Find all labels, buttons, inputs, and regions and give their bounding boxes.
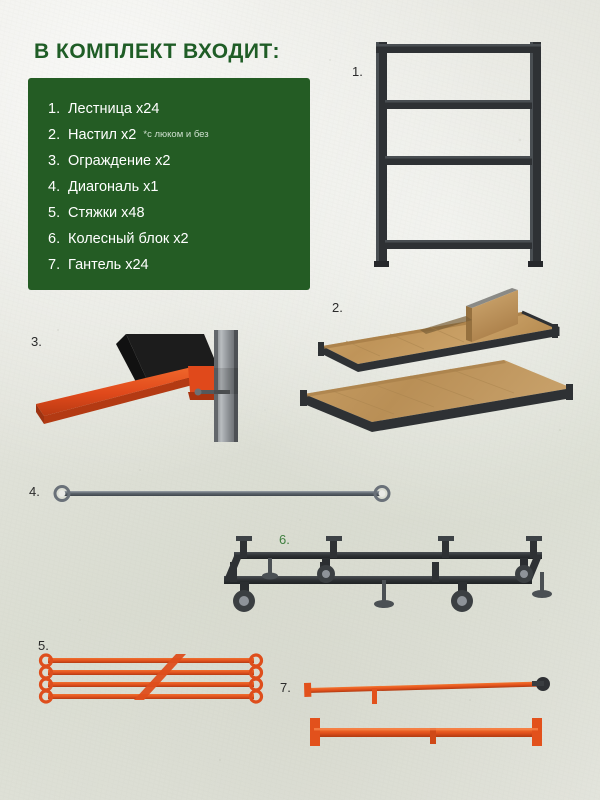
list-item-number: 3. (48, 153, 61, 169)
figure-3-railing-bracket (28, 330, 268, 442)
list-item-number: 1. (48, 101, 61, 117)
list-item-number: 5. (48, 205, 61, 221)
list-item (48, 226, 310, 252)
list-item-number: 2. (48, 127, 61, 143)
list-item (48, 200, 310, 226)
list-item (48, 96, 310, 122)
figure-5-marker: 5. (38, 638, 49, 653)
page-title: В КОМПЛЕКТ ВХОДИТ: (34, 40, 280, 63)
figure-3-marker: 3. (31, 334, 42, 349)
figure-4-diagonal-brace (52, 484, 392, 506)
list-item (48, 252, 310, 278)
list-item-label: Колесный блок x2 (68, 231, 189, 247)
list-item-number: 4. (48, 179, 61, 195)
figure-6-marker: 6. (279, 532, 290, 547)
figure-6-wheel-block (210, 530, 560, 620)
list-item (48, 148, 310, 174)
figure-2-wooden-decks (290, 268, 580, 448)
figure-5-tie-rods (36, 654, 268, 702)
kit-list (28, 78, 310, 278)
list-item-label: Ограждение x2 (68, 153, 171, 169)
list-item (48, 122, 310, 148)
list-item-label: Настил x2 (68, 127, 137, 143)
list-item (48, 174, 310, 200)
figure-1-marker: 1. (352, 64, 363, 79)
figure-7-marker: 7. (280, 680, 291, 695)
list-item-label: Стяжки x48 (68, 205, 145, 221)
figure-7-dumbbell-bars (300, 672, 562, 756)
list-item-number: 7. (48, 257, 61, 273)
list-item-number: 6. (48, 231, 61, 247)
list-item-label: Лестница x24 (68, 101, 160, 117)
figure-2-marker: 2. (332, 300, 343, 315)
list-item-label: Гантель x24 (68, 257, 149, 273)
figure-1-ladder-frame (372, 42, 552, 267)
list-item-note: *с люком и без (143, 129, 209, 140)
figure-4-marker: 4. (29, 484, 40, 499)
list-item-label: Диагональ x1 (68, 179, 159, 195)
kit-list-panel (28, 78, 310, 290)
